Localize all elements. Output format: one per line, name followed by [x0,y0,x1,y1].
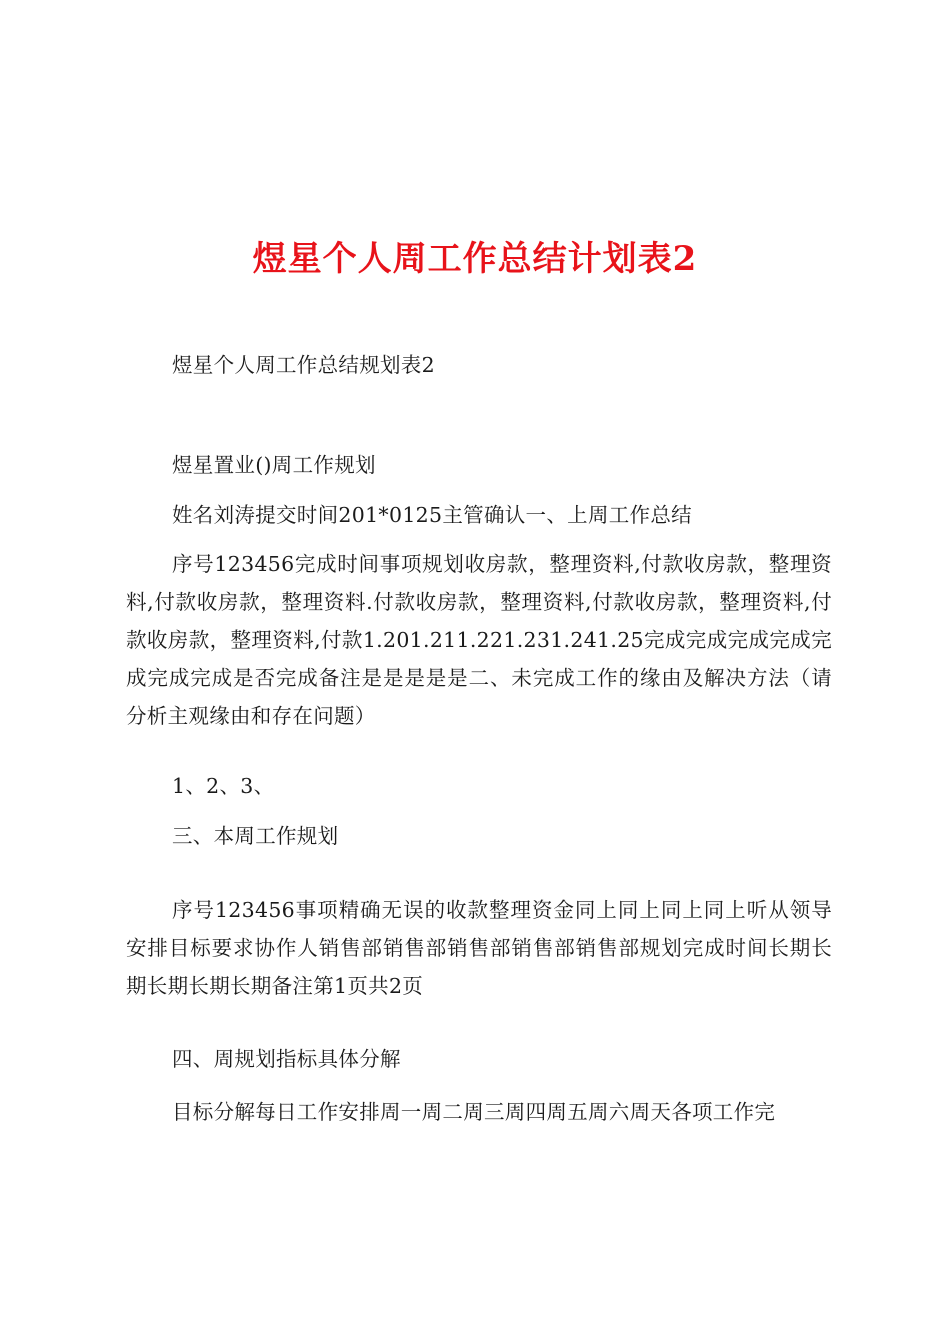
paragraph-subtitle: 煜星个人周工作总结规划表2 [172,353,435,377]
paragraph-submitter-info: 姓名刘涛提交时间201*0125主管确认一、上周工作总结 [172,503,692,527]
paragraph-section-three: 三、本周工作规划 [172,824,339,848]
paragraph-section-four: 四、周规划指标具体分解 [172,1047,401,1071]
paragraph-last-week-summary: 序号123456完成时间事项规划收房款，整理资料,付款收房款，整理资料,付款收房款，整理资料.付款收房款，整理资料,付款收房款，整理资料,付款收房款，整理资料,付款1.201.211.221.231.241.25完成完成完成完成完成完成完成是否完成备注是是是是是二、未完成工作的缘由及解决方法（请分析主观缘由和存在问题） [126,552,832,728]
paragraph-daily-breakdown: 目标分解每日工作安排周一周二周三周四周五周六周天各项工作完 [172,1100,776,1124]
paragraph-plan-heading: 煜星置业()周工作规划 [172,453,376,477]
paragraph-list-numbers: 1、2、3、 [172,774,275,798]
paragraph-this-week-plan: 序号123456事项精确无误的收款整理资金同上同上同上同上听从领导安排目标要求协作人销售部销售部销售部销售部销售部规划完成时间长期长期长期长期长期备注第1页共2页 [126,898,832,998]
document-title: 煜星个人周工作总结计划表2 [252,238,698,279]
